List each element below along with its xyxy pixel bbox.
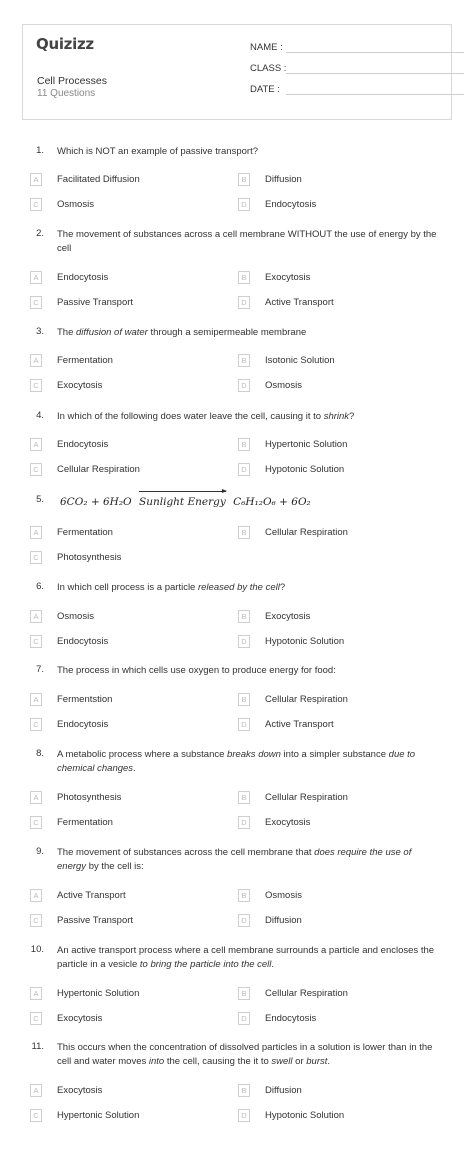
- option-letter: D: [238, 816, 250, 829]
- arrow-line: [139, 491, 226, 492]
- option-text: Exocytosis: [57, 1013, 103, 1024]
- question-number: 1.: [36, 145, 44, 156]
- option-text: Passive Transport: [57, 915, 134, 926]
- option-letter: D: [238, 718, 250, 731]
- option-text: Active Transport: [265, 297, 334, 308]
- option-text: Endocytosis: [57, 272, 109, 283]
- option-letter: C: [30, 1109, 42, 1122]
- emphasis: due to chemical changes: [57, 749, 416, 774]
- option-text: Hypertonic Solution: [57, 988, 140, 999]
- option-letter: D: [238, 914, 250, 927]
- option-text: Fermentstion: [57, 694, 113, 705]
- option-letter: D: [238, 379, 250, 392]
- date-field[interactable]: [250, 84, 280, 95]
- emphasis: swell: [271, 1056, 293, 1067]
- question-number: 8.: [36, 748, 44, 759]
- question-text: [57, 1041, 443, 1069]
- question-text: The process in which cells use oxygen to produce energy for food:: [57, 665, 336, 676]
- name-line: [286, 52, 464, 53]
- option-letter: A: [30, 693, 42, 706]
- option-letter: C: [30, 198, 42, 211]
- emphasis: burst: [306, 1056, 328, 1067]
- option-text: Active Transport: [265, 719, 334, 730]
- option-letter: B: [238, 987, 250, 1000]
- option-letter: A: [30, 889, 42, 902]
- option-letter: C: [30, 1012, 42, 1025]
- option-letter: B: [238, 693, 250, 706]
- question-number: 2.: [36, 228, 44, 239]
- emphasis: into: [148, 1056, 165, 1067]
- question-number: 11.: [31, 1041, 44, 1052]
- option-letter: C: [30, 551, 42, 564]
- option-text: Endocytosis: [265, 1013, 317, 1024]
- option-text: Fermentation: [57, 817, 113, 828]
- option-text: Fermentation: [57, 527, 113, 538]
- option-text: Hypertonic Solution: [57, 1110, 140, 1121]
- text-part: In which of the following does water leave the cell, causing it to: [57, 411, 324, 422]
- option-letter: D: [238, 296, 250, 309]
- option-letter: A: [30, 526, 42, 539]
- option-text: Cellular Respiration: [265, 988, 348, 999]
- emphasis: released by the cell: [197, 582, 280, 593]
- option-letter: B: [238, 438, 250, 451]
- option-text: Osmosis: [265, 380, 302, 391]
- option-letter: A: [30, 610, 42, 623]
- question-text: The movement of substances across a cell membrane WITHOUT the use of energy by the cell: [57, 229, 437, 254]
- arrow-label: Sunlight Energy: [139, 496, 226, 508]
- option-letter: B: [238, 889, 250, 902]
- question-number: 9.: [36, 846, 44, 857]
- option-letter: D: [238, 1012, 250, 1025]
- option-letter: B: [238, 526, 250, 539]
- option-letter: B: [238, 354, 250, 367]
- option-letter: C: [30, 463, 42, 476]
- option-text: Photosynthesis: [57, 792, 122, 803]
- option-letter: A: [30, 791, 42, 804]
- class-field[interactable]: [250, 63, 286, 74]
- emphasis: to bring the particle into the cell: [139, 959, 272, 970]
- question-number: 3.: [36, 326, 44, 337]
- option-letter: C: [30, 635, 42, 648]
- reaction-arrow: [139, 496, 226, 508]
- option-letter: A: [30, 987, 42, 1000]
- option-text: Passive Transport: [57, 297, 134, 308]
- option-letter: C: [30, 718, 42, 731]
- question-count: 11 Questions: [37, 88, 96, 99]
- option-text: Exocytosis: [265, 272, 311, 283]
- option-letter: C: [30, 379, 42, 392]
- option-text: Fermentation: [57, 355, 113, 366]
- option-text: Exocytosis: [57, 1085, 103, 1096]
- text-part: .: [271, 959, 275, 970]
- option-text: Cellular Respiration: [265, 792, 348, 803]
- option-letter: D: [238, 635, 250, 648]
- equation-products: C₆H₁₂O₆ + 6O₂: [233, 496, 311, 508]
- text-part: by the cell is:: [86, 861, 144, 872]
- question-text: [57, 410, 443, 424]
- text-part: or: [292, 1056, 307, 1067]
- chemical-equation: [60, 496, 311, 508]
- option-letter: D: [238, 1109, 250, 1122]
- option-text: Isotonic Solution: [265, 355, 335, 366]
- option-text: Hypotonic Solution: [265, 464, 345, 475]
- option-letter: B: [238, 791, 250, 804]
- option-letter: B: [238, 173, 250, 186]
- option-letter: A: [30, 271, 42, 284]
- text-part: .: [133, 763, 136, 774]
- option-text: Cellular Respiration: [265, 527, 348, 538]
- worksheet-title: Cell Processes: [37, 75, 108, 87]
- text-part: This occurs when the concentration of dissolved particles in a solution is lower than in the cell and water moves: [57, 1042, 433, 1067]
- quizizz-logo: Quizizz: [36, 35, 94, 53]
- option-text: Exocytosis: [265, 817, 311, 828]
- option-text: Exocytosis: [265, 611, 311, 622]
- question-number: 7.: [36, 664, 44, 675]
- option-text: Endocytosis: [57, 439, 109, 450]
- option-text: Diffusion: [265, 1085, 302, 1096]
- worksheet-header: [22, 24, 452, 120]
- question-text: [57, 326, 443, 340]
- date-line: [286, 94, 464, 95]
- text-part: A metabolic process where a substance: [57, 749, 228, 760]
- emphasis: does require the use of energy: [57, 847, 412, 872]
- option-text: Osmosis: [57, 199, 94, 210]
- option-letter: B: [238, 1084, 250, 1097]
- text-part: An active transport process where a cell membrane surrounds a particle and encloses the particle in a vesicle: [57, 945, 435, 970]
- question-text: [57, 581, 443, 595]
- text-part: The: [57, 327, 77, 338]
- text-part: into a simpler substance: [280, 749, 389, 760]
- question-text: [57, 846, 443, 874]
- name-label: NAME :: [250, 42, 283, 53]
- option-text: Cellular Respiration: [57, 464, 140, 475]
- option-letter: C: [30, 816, 42, 829]
- option-letter: A: [30, 438, 42, 451]
- name-field[interactable]: [250, 42, 283, 53]
- option-text: Endocytosis: [57, 636, 109, 647]
- option-letter: A: [30, 354, 42, 367]
- option-text: Osmosis: [57, 611, 94, 622]
- option-text: Photosynthesis: [57, 552, 122, 563]
- option-text: Diffusion: [265, 174, 302, 185]
- option-text: Hypotonic Solution: [265, 636, 345, 647]
- text-part: In which cell process is a particle: [57, 582, 198, 593]
- text-part: through a semipermeable membrane: [147, 327, 307, 338]
- question-text: [57, 944, 443, 972]
- question-number: 4.: [36, 410, 44, 421]
- option-letter: D: [238, 463, 250, 476]
- option-letter: B: [238, 271, 250, 284]
- option-letter: B: [238, 610, 250, 623]
- option-text: Diffusion: [265, 915, 302, 926]
- question-number: 5.: [36, 494, 44, 505]
- text-part: The movement of substances across the cell membrane that: [57, 847, 315, 858]
- option-text: Active Transport: [57, 890, 126, 901]
- option-text: Cellular Respiration: [265, 694, 348, 705]
- emphasis: shrink: [323, 411, 350, 422]
- option-letter: A: [30, 1084, 42, 1097]
- class-line: [286, 73, 464, 74]
- text-part: .: [327, 1056, 331, 1067]
- question-number: 10.: [30, 944, 44, 955]
- option-text: Exocytosis: [57, 380, 103, 391]
- emphasis: diffusion of water: [76, 327, 148, 338]
- option-text: Facilitated Diffusion: [57, 174, 140, 185]
- emphasis: breaks down: [227, 749, 281, 760]
- option-text: Hypertonic Solution: [265, 439, 348, 450]
- option-text: Endocytosis: [57, 719, 109, 730]
- option-letter: D: [238, 198, 250, 211]
- text-part: the cell, causing the it to: [164, 1056, 272, 1067]
- class-label: CLASS :: [250, 63, 287, 74]
- option-letter: C: [30, 914, 42, 927]
- question-text: Which is NOT an example of passive transport?: [57, 146, 258, 157]
- option-text: Hypotonic Solution: [265, 1110, 345, 1121]
- question-text: [57, 748, 443, 776]
- option-text: Endocytosis: [265, 199, 317, 210]
- option-letter: A: [30, 173, 42, 186]
- option-letter: C: [30, 296, 42, 309]
- text-part: ?: [279, 582, 286, 593]
- question-number: 6.: [36, 581, 44, 592]
- equation-reactants: 6CO₂ + 6H₂O: [60, 496, 132, 508]
- text-part: ?: [349, 411, 355, 422]
- option-text: Osmosis: [265, 890, 302, 901]
- date-label: DATE :: [250, 84, 280, 95]
